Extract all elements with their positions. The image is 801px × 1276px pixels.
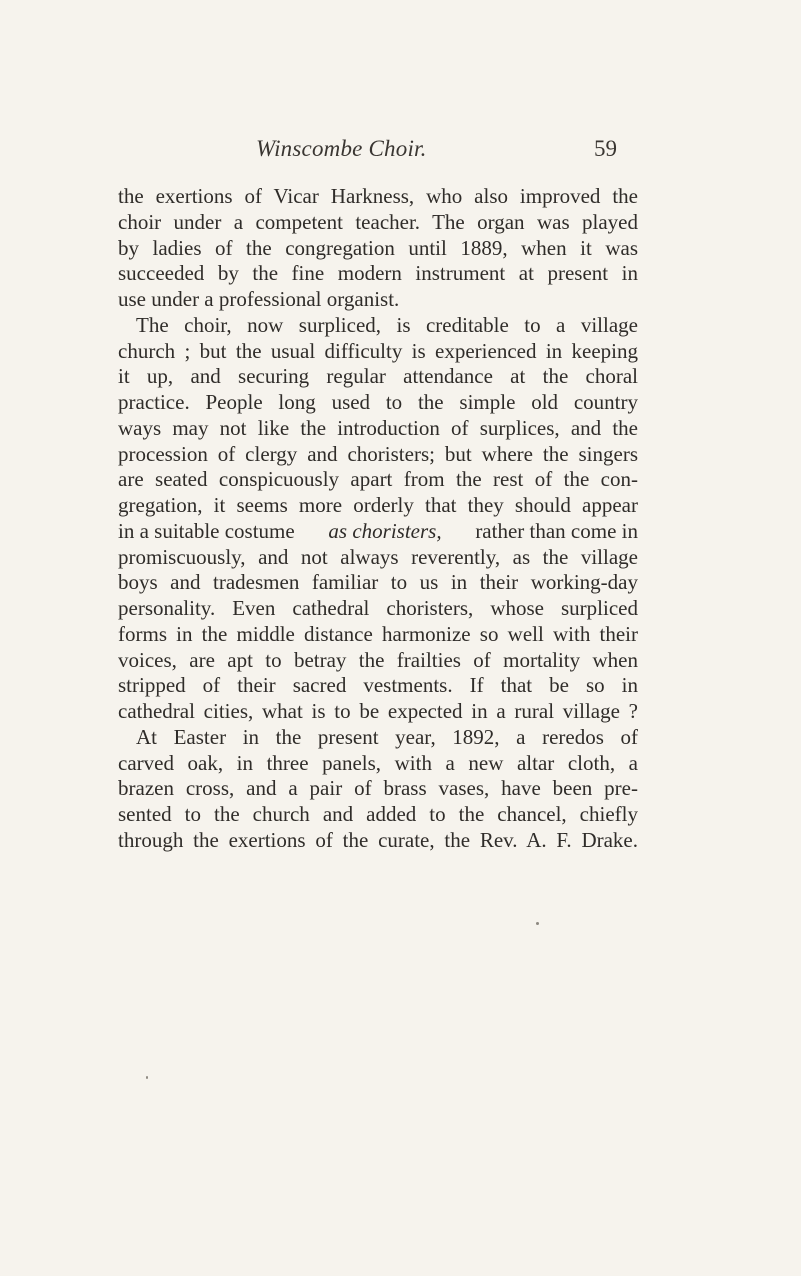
text-line: church ; but the usual difficulty is experienced in keeping bbox=[118, 338, 638, 363]
text-line: The choir, now surpliced, is creditable to a village bbox=[136, 312, 638, 337]
text-line: promiscuously, and not always reverently, as the village bbox=[118, 544, 638, 569]
text-line: At Easter in the present year, 1892, a reredos of bbox=[136, 724, 638, 749]
text-line: ways may not like the introduction of surplices, and the bbox=[118, 415, 638, 440]
text-line: carved oak, in three panels, with a new altar cloth, a bbox=[118, 750, 638, 775]
text-line: voices, are apt to betray the frailties of mortality when bbox=[118, 647, 638, 672]
text-line: cathedral cities, what is to be expected in a rural village ? bbox=[118, 699, 638, 723]
page-number: 59 bbox=[594, 136, 617, 161]
text-line: procession of clergy and choristers; but where the singers bbox=[118, 441, 638, 466]
running-head bbox=[0, 136, 801, 166]
text-line: brazen cross, and a pair of brass vases, have been pre- bbox=[118, 776, 638, 801]
running-title: Winscombe Choir. bbox=[256, 136, 427, 161]
emphasis-text: as choristers, bbox=[328, 518, 442, 543]
text-line: practice. People long used to the simple old country bbox=[118, 390, 638, 414]
text-line: stripped of their sacred vestments. If that be so in bbox=[118, 673, 638, 698]
text-line: through the exertions of the curate, the Rev. A. F. Drake. bbox=[118, 827, 638, 852]
paper-speck bbox=[146, 1076, 148, 1079]
text-line: choir under a competent teacher. The organ was played bbox=[118, 209, 638, 234]
text-line: gregation, it seems more orderly that they should appear bbox=[118, 493, 638, 517]
text-line: the exertions of Vicar Harkness, who also improved the bbox=[118, 184, 638, 208]
text-line: forms in the middle distance harmonize so well with their bbox=[118, 621, 638, 646]
text-line: use under a professional organist. bbox=[118, 287, 400, 311]
text-line: succeeded by the fine modern instrument at present in bbox=[118, 261, 638, 286]
text-segment: rather than come in bbox=[475, 518, 638, 543]
text-line: by ladies of the congregation until 1889, when it was bbox=[118, 235, 638, 260]
text-line: personality. Even cathedral choristers, whose surpliced bbox=[118, 596, 638, 620]
text-line: boys and tradesmen familiar to us in their working-day bbox=[118, 570, 638, 595]
text-line: it up, and securing regular attendance at the choral bbox=[118, 364, 638, 389]
text-segment: in a suitable costume bbox=[118, 518, 295, 543]
paper-speck bbox=[536, 922, 539, 925]
body-text bbox=[118, 184, 638, 854]
text-line-mixed bbox=[118, 519, 638, 545]
text-line: sented to the church and added to the chancel, chiefly bbox=[118, 802, 638, 826]
text-line: are seated conspicuously apart from the rest of the con- bbox=[118, 467, 638, 492]
